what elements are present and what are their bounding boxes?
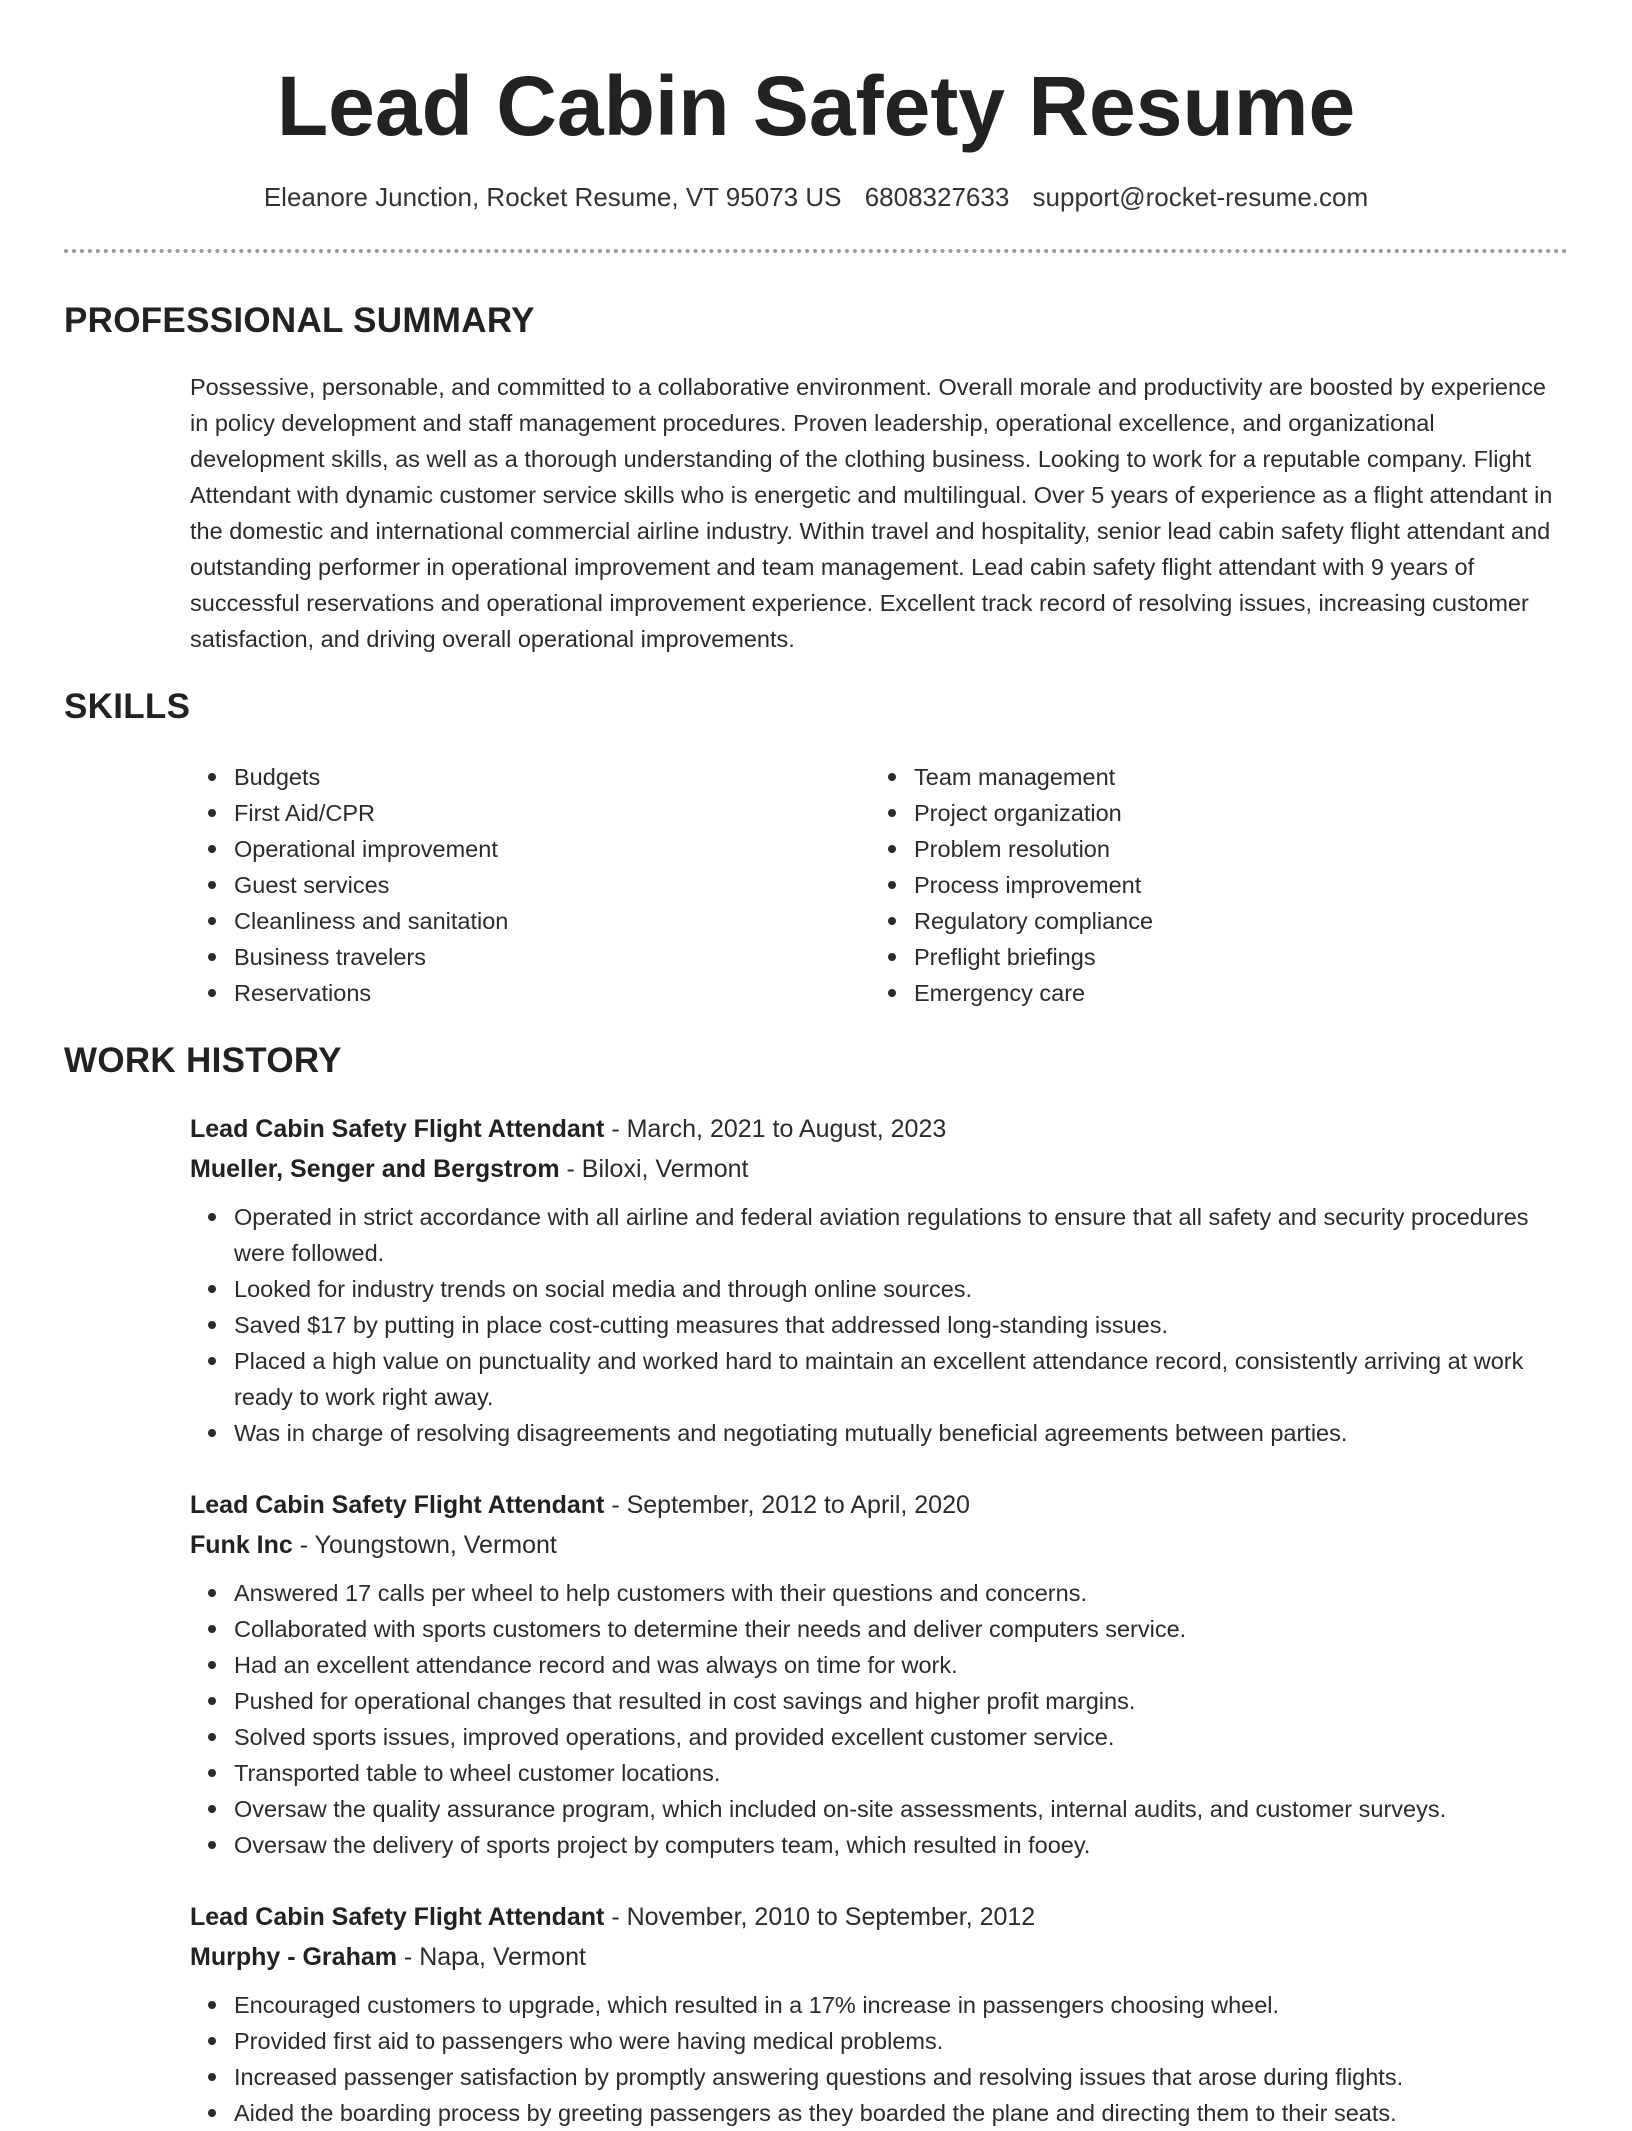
- header-divider: [64, 249, 1568, 253]
- job-bullet: Oversaw the quality assurance program, which included on-site assessments, internal audits, and customer surveys.: [234, 1791, 1568, 1827]
- skill-item: Reservations: [234, 975, 870, 1011]
- job-bullet: Pushed for operational changes that resulted in cost savings and higher profit margins.: [234, 1683, 1568, 1719]
- job-bullet: Had an excellent attendance record and was always on time for work.: [234, 1647, 1568, 1683]
- skill-item: Operational improvement: [234, 831, 870, 867]
- job-dates: - March, 2021 to August, 2023: [604, 1115, 947, 1143]
- job-bullet: Solved sports issues, improved operations, and provided excellent customer service.: [234, 1719, 1568, 1755]
- contact-phone: 6808327633: [864, 182, 1010, 212]
- job-company: Funk Inc: [190, 1531, 293, 1559]
- summary-text: Possessive, personable, and committed to a collaborative environment. Overall morale and productivity are boosted by experience in policy development and staff management procedures. Proven leadership, operational excellence, and organizational development skills, as well as a thorough understanding of the clothing business. Looking to work for a reputable company. Flight Attendant with dynamic customer service skills who is energetic and multilingual. Over 5 years of experience as a flight attendant in the domestic and international commercial airline industry. Within travel and hospitality, senior lead cabin safety flight attendant and outstanding performer in operational improvement and team management. Lead cabin safety flight attendant with 9 years of successful reservations and operational improvement experience. Excellent track record of resolving issues, increasing customer satisfaction, and driving overall operational improvements.: [190, 374, 1553, 652]
- job-location: - Biloxi, Vermont: [559, 1155, 749, 1183]
- skill-item: Preflight briefings: [914, 939, 1153, 975]
- job-bullet: Was in charge of resolving disagreements and negotiating mutually beneficial agreements between parties.: [234, 1415, 1568, 1451]
- skills-column-2: [870, 759, 1153, 1011]
- job-title-line: [190, 1485, 1568, 1525]
- job-company: Murphy - Graham: [190, 1943, 397, 1971]
- contact-email: support@rocket-resume.com: [1032, 182, 1369, 212]
- job-company-line: [190, 1525, 1568, 1565]
- job-entry: [190, 1109, 1568, 1451]
- contact-address: Eleanore Junction, Rocket Resume, VT 95073 US: [263, 182, 842, 212]
- job-role: Lead Cabin Safety Flight Attendant: [190, 1903, 605, 1931]
- skill-item: Project organization: [914, 795, 1153, 831]
- job-bullet: Collaborated with sports customers to determine their needs and deliver computers service.: [234, 1611, 1568, 1647]
- skill-item: Guest services: [234, 867, 870, 903]
- job-bullet: Oversaw the delivery of sports project by computers team, which resulted in fooey.: [234, 1827, 1568, 1863]
- job-bullets: [190, 1575, 1568, 1863]
- job-location: - Youngstown, Vermont: [292, 1531, 557, 1559]
- job-bullet: Increased passenger satisfaction by promptly answering questions and resolving issues that arose during flights.: [234, 2059, 1568, 2095]
- skill-item: Budgets: [234, 759, 870, 795]
- job-bullet: Looked for industry trends on social media and through online sources.: [234, 1271, 1568, 1307]
- job-entry: [190, 1897, 1568, 2131]
- contact-line: [64, 182, 1568, 213]
- job-bullets: [190, 1199, 1568, 1451]
- job-bullet: Saved $17 by putting in place cost-cutting measures that addressed long-standing issues.: [234, 1307, 1568, 1343]
- job-role: Lead Cabin Safety Flight Attendant: [190, 1115, 605, 1143]
- job-bullet: Placed a high value on punctuality and worked hard to maintain an excellent attendance record, consistently arriving at work ready to work right away.: [234, 1343, 1568, 1415]
- skill-item: Problem resolution: [914, 831, 1153, 867]
- work-history-list: [190, 1109, 1568, 2131]
- skills-list: [190, 759, 1568, 1011]
- skill-item: Emergency care: [914, 975, 1153, 1011]
- job-dates: - September, 2012 to April, 2020: [604, 1491, 970, 1519]
- job-bullet: Answered 17 calls per wheel to help customers with their questions and concerns.: [234, 1575, 1568, 1611]
- resume-title: Lead Cabin Safety Resume: [276, 59, 1356, 153]
- work-history-heading: WORK HISTORY: [64, 1041, 342, 1080]
- job-role: Lead Cabin Safety Flight Attendant: [190, 1491, 605, 1519]
- skill-item: Business travelers: [234, 939, 870, 975]
- job-bullet: Provided first aid to passengers who were having medical problems.: [234, 2023, 1568, 2059]
- job-bullet: Aided the boarding process by greeting passengers as they boarded the plane and directing them to their seats.: [234, 2095, 1568, 2131]
- skill-item: Regulatory compliance: [914, 903, 1153, 939]
- job-bullet: Encouraged customers to upgrade, which resulted in a 17% increase in passengers choosing wheel.: [234, 1987, 1568, 2023]
- skill-item: Process improvement: [914, 867, 1153, 903]
- job-company-line: [190, 1937, 1568, 1977]
- job-title-line: [190, 1897, 1568, 1937]
- job-bullet: Transported table to wheel customer locations.: [234, 1755, 1568, 1791]
- job-dates: - November, 2010 to September, 2012: [604, 1903, 1036, 1931]
- skills-column-1: [190, 759, 870, 1011]
- job-location: - Napa, Vermont: [396, 1943, 586, 1971]
- skill-item: First Aid/CPR: [234, 795, 870, 831]
- skill-item: Cleanliness and sanitation: [234, 903, 870, 939]
- skill-item: Team management: [914, 759, 1153, 795]
- job-company: Mueller, Senger and Bergstrom: [190, 1155, 560, 1183]
- summary-heading: PROFESSIONAL SUMMARY: [64, 301, 535, 340]
- job-bullet: Operated in strict accordance with all airline and federal aviation regulations to ensure that all safety and security procedures were followed.: [234, 1199, 1568, 1271]
- job-bullets: [190, 1987, 1568, 2131]
- job-company-line: [190, 1149, 1568, 1189]
- skills-heading: SKILLS: [64, 687, 191, 726]
- job-entry: [190, 1485, 1568, 1863]
- job-title-line: [190, 1109, 1568, 1149]
